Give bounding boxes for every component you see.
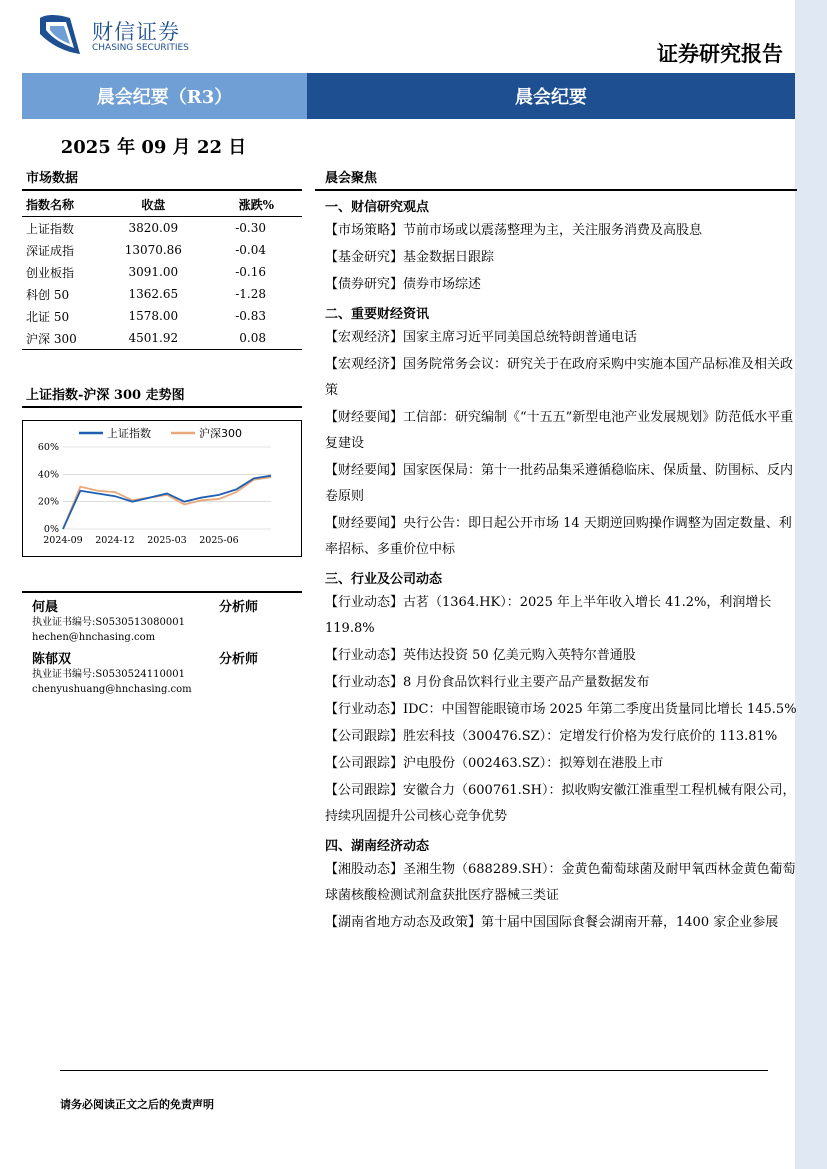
- report-date: 2025 年 09 月 22 日: [60, 137, 247, 158]
- news-item[interactable]: 【财经要闻】国家医保局：第十一批药品集采遵循稳临床、保质量、防围标、反内卷原则: [325, 463, 794, 504]
- side-decoration-strip: [795, 0, 827, 1169]
- index-name: 北证 50: [26, 309, 70, 324]
- banner-left: 晨会纪要（R3）: [22, 73, 307, 119]
- index-change: -0.83: [235, 309, 266, 323]
- news-item[interactable]: 【财经要闻】央行公告：即日起公开市场 14 天期逆回购操作调整为固定数量、利率招标、多重价位中标: [325, 516, 792, 557]
- section-heading: 三、行业及公司动态: [325, 572, 443, 587]
- index-name: 深证成指: [26, 243, 75, 258]
- table-row: [22, 283, 302, 305]
- news-item[interactable]: 【债券研究】债券市场综述: [325, 277, 482, 292]
- index-name: 科创 50: [26, 287, 70, 302]
- brand-name-en: CHASING SECURITIES: [92, 43, 189, 53]
- news-item[interactable]: 【公司跟踪】安徽合力（600761.SH）：拟收购安徽江淮重型工程机械有限公司，持续巩固提升公司核心竞争优势: [325, 783, 796, 824]
- news-item[interactable]: 【宏观经济】国务院常务会议：研究关于在政府采购中实施本国产品标准及相关政策: [325, 357, 794, 398]
- index-change: -0.30: [235, 221, 266, 235]
- news-item[interactable]: 【基金研究】基金数据日跟踪: [325, 250, 495, 265]
- index-close: 3820.09: [128, 221, 179, 235]
- index-change: -0.16: [235, 265, 266, 279]
- table-row: [22, 305, 302, 327]
- trend-chart-svg: [23, 421, 301, 556]
- series-line-shanghai: [63, 476, 271, 529]
- y-tick-label: 60%: [37, 442, 59, 453]
- x-tick-label: 2024-09: [43, 535, 83, 546]
- news-item[interactable]: 【公司跟踪】沪电股份（002463.SZ）：拟筹划在港股上市: [325, 756, 664, 771]
- legend-label: 沪深300: [199, 427, 242, 440]
- banner-right: 晨会纪要: [307, 73, 795, 119]
- news-item[interactable]: 【湖南省地方动态及政策】第十届中国国际食餐会湖南开幕，1400 家企业参展: [325, 915, 779, 930]
- analyst-name: 陈郁双: [32, 652, 72, 667]
- x-tick-label: 2025-06: [199, 535, 239, 546]
- legend-label: 上证指数: [107, 427, 151, 440]
- brand-name: 财信证券: [92, 20, 180, 44]
- news-item[interactable]: 【市场策略】节前市场或以震荡整理为主，关注服务消费及高股息: [325, 223, 703, 238]
- news-item[interactable]: 【财经要闻】工信部：研究编制《“十五五”新型电池产业发展规划》防范低水平重复建设: [325, 410, 794, 451]
- index-change: -0.04: [235, 243, 266, 257]
- logo-emblem-icon: [36, 12, 88, 58]
- news-item[interactable]: 【湘股动态】圣湘生物（688289.SH）：金黄色葡萄球菌及耐甲氧西林金黄色葡萄球菌核酸检测试剂盒获批医疗器械三类证: [325, 862, 796, 903]
- chart-title: 上证指数-沪深 300 走势图: [22, 380, 302, 408]
- x-tick-label: 2024-12: [95, 535, 135, 546]
- section-heading: 一、财信研究观点: [325, 200, 430, 215]
- analyst-email[interactable]: hechen@hnchasing.com: [32, 632, 156, 643]
- right-column: [315, 163, 797, 937]
- col-header-index: 指数名称: [22, 191, 106, 217]
- news-item[interactable]: 【行业动态】古茗（1364.HK）：2025 年上半年收入增长 41.2%，利润增长 119.8%: [325, 595, 772, 636]
- index-name: 沪深 300: [22, 327, 106, 350]
- analyst-title: 分析师: [218, 652, 258, 667]
- analyst-block: [22, 591, 302, 697]
- news-item[interactable]: 【行业动态】8 月份食品饮料行业主要产品产量数据发布: [325, 675, 650, 690]
- table-row: [22, 327, 302, 350]
- left-column: [22, 163, 302, 557]
- report-type: 证券研究报告: [657, 41, 783, 66]
- analyst-row: [22, 645, 302, 667]
- focus-title: 晨会聚焦: [315, 163, 797, 191]
- series-line-hs300: [63, 477, 271, 529]
- col-header-close: 收盘: [106, 191, 200, 217]
- index-close: 1578.00: [128, 309, 179, 323]
- disclaimer: 请务必阅读正文之后的免责声明: [60, 1098, 214, 1111]
- index-close: 13070.86: [124, 243, 182, 257]
- news-item[interactable]: 【行业动态】英伟达投资 50 亿美元购入英特尔普通股: [325, 648, 636, 663]
- analyst-email[interactable]: chenyushuang@hnchasing.com: [32, 684, 192, 695]
- news-item[interactable]: 【宏观经济】国家主席习近平同美国总统特朗普通电话: [325, 330, 638, 345]
- news-item[interactable]: 【行业动态】IDC：中国智能眼镜市场 2025 年第二季度出货量同比增长 145.5%: [325, 702, 797, 717]
- analyst-cert: 执业证书编号:S0530524110001: [32, 669, 185, 680]
- y-tick-label: 40%: [37, 469, 59, 481]
- section-heading: 二、重要财经资讯: [325, 307, 430, 322]
- section-heading: 四、湖南经济动态: [325, 839, 430, 854]
- trend-chart: [22, 420, 302, 557]
- table-row: [22, 261, 302, 283]
- index-change: -1.28: [235, 287, 266, 301]
- y-tick-label: 0%: [43, 524, 59, 535]
- index-name: 创业板指: [26, 265, 75, 280]
- index-change: 0.08: [200, 327, 302, 350]
- market-data-title: 市场数据: [22, 163, 302, 191]
- y-tick-label: 20%: [37, 496, 59, 508]
- index-name: 上证指数: [26, 221, 75, 236]
- index-close: 3091.00: [128, 265, 179, 279]
- col-header-change: 涨跌%: [200, 191, 302, 217]
- news-item[interactable]: 【公司跟踪】胜宏科技（300476.SZ）：定增发行价格为发行底价的 113.81%: [325, 729, 778, 744]
- table-header-row: [22, 191, 302, 217]
- market-data-table: [22, 191, 302, 350]
- index-close: 1362.65: [128, 287, 179, 301]
- analyst-cert: 执业证书编号:S0530513080001: [32, 617, 185, 628]
- footer-divider: [60, 1070, 768, 1071]
- index-close: 4501.92: [106, 327, 200, 350]
- table-row: [22, 239, 302, 261]
- x-tick-label: 2025-03: [147, 535, 187, 546]
- analyst-row: [22, 593, 302, 615]
- analyst-name: 何晨: [32, 600, 59, 615]
- table-row: [22, 217, 302, 240]
- analyst-title: 分析师: [218, 600, 258, 615]
